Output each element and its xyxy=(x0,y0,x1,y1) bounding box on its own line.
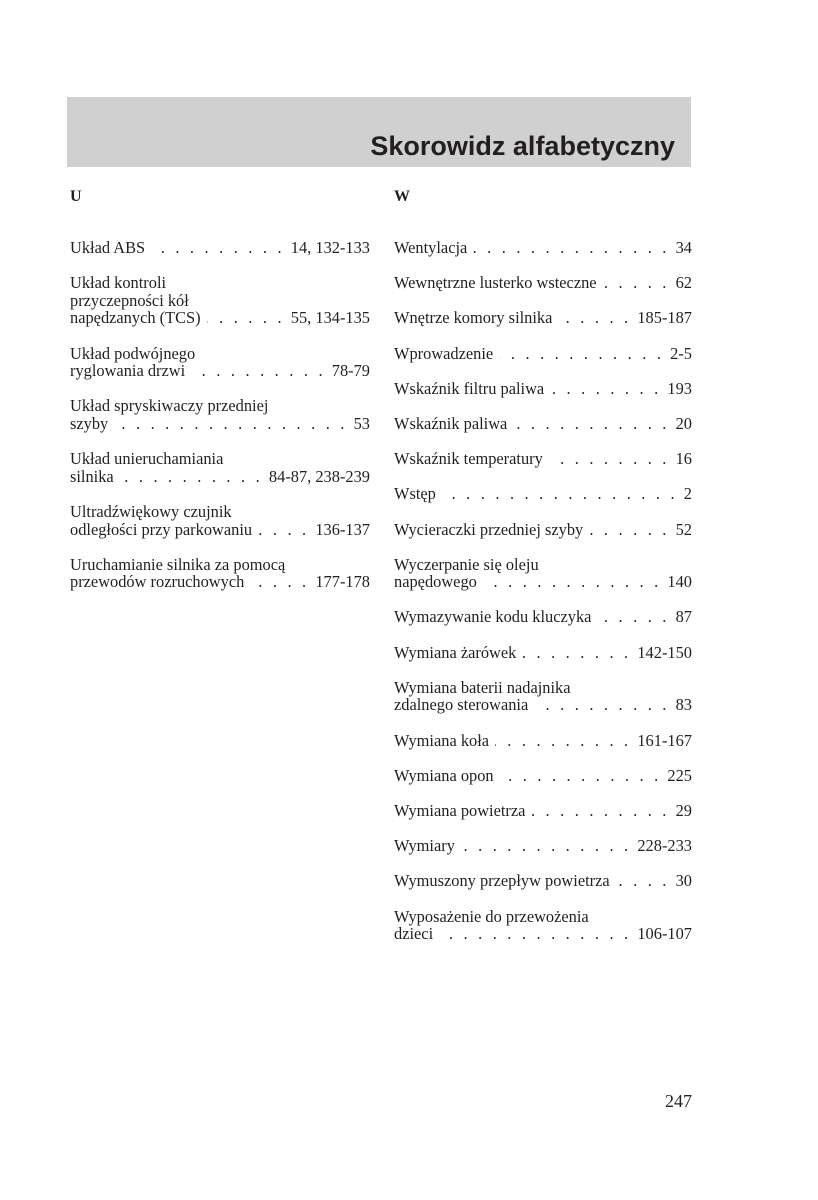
dot-leader xyxy=(120,468,263,486)
index-entry-line xyxy=(394,521,692,539)
index-entry-text: Uruchamianie silnika za pomocą xyxy=(70,554,286,574)
index-entry xyxy=(394,679,692,714)
index-entry xyxy=(394,380,692,398)
index-entry xyxy=(394,608,692,626)
index-entry-pages: 225 xyxy=(667,765,692,785)
index-entry-pages: 55, 134-135 xyxy=(290,308,370,328)
dot-leader xyxy=(495,732,631,750)
index-entry-text: napędowego xyxy=(394,572,477,592)
index-entry-pages: 62 xyxy=(675,273,692,293)
index-entry-line xyxy=(394,485,692,503)
index-entry-text: Wymiana opon xyxy=(394,765,494,785)
index-entry-text: Ultradźwiękowy czujnik xyxy=(70,501,232,521)
index-entry xyxy=(394,345,692,363)
section-letter-w: W xyxy=(394,188,410,205)
index-entry-pages: 16 xyxy=(675,449,692,469)
index-entry-pages: 228-233 xyxy=(637,836,692,856)
dot-leader xyxy=(250,573,309,591)
index-entry-pages: 83 xyxy=(675,695,692,715)
index-entry-line xyxy=(394,644,692,662)
index-entry-line xyxy=(70,415,370,433)
index-entry-line xyxy=(394,802,692,820)
index-entry-text: Układ kontroli xyxy=(70,273,167,293)
section-letter-u: U xyxy=(70,188,82,205)
index-entry-pages: 84-87, 238-239 xyxy=(268,466,370,486)
dot-leader xyxy=(531,802,669,820)
index-entry-line xyxy=(394,925,692,943)
dot-leader xyxy=(151,239,285,257)
dot-leader xyxy=(499,345,664,363)
index-entry xyxy=(394,908,692,943)
index-entry-line xyxy=(70,309,370,327)
index-entry-text: silnika xyxy=(70,466,114,486)
index-entry xyxy=(394,415,692,433)
index-entry-text: Wycieraczki przedniej szyby xyxy=(394,519,584,539)
index-entry-text: Wymiana baterii nadajnika xyxy=(394,677,571,697)
index-entry-text: Wymiana koła xyxy=(394,730,490,750)
index-entry xyxy=(394,732,692,750)
section-header-bar xyxy=(67,97,691,167)
index-entry xyxy=(70,239,370,257)
index-entry-text: Wymazywanie kodu kluczyka xyxy=(394,607,592,627)
index-entry xyxy=(70,450,370,485)
dot-leader xyxy=(258,521,309,539)
index-entry xyxy=(394,802,692,820)
index-entry-pages: 2-5 xyxy=(670,343,692,363)
index-entry xyxy=(394,521,692,539)
index-entry-pages: 177-178 xyxy=(315,572,370,592)
index-entry-pages: 161-167 xyxy=(637,730,692,750)
dot-leader xyxy=(513,415,669,433)
dot-leader xyxy=(522,644,631,662)
index-entry-pages: 78-79 xyxy=(331,361,370,381)
dot-leader xyxy=(114,415,347,433)
index-entry xyxy=(394,837,692,855)
index-entry xyxy=(70,345,370,380)
index-entry-line xyxy=(70,521,370,539)
index-entry-text: szyby xyxy=(70,413,109,433)
dot-leader xyxy=(550,380,661,398)
index-entry-line xyxy=(394,309,692,327)
index-entry-text: Wskaźnik filtru paliwa xyxy=(394,378,545,398)
dot-leader xyxy=(483,573,662,591)
index-entry-pages: 14, 132-133 xyxy=(290,238,370,257)
index-entry xyxy=(394,274,692,292)
index-entry xyxy=(394,872,692,890)
dot-leader xyxy=(589,521,669,539)
index-entry xyxy=(394,239,692,257)
dot-leader xyxy=(473,239,669,257)
index-entry-line xyxy=(394,380,692,398)
index-entry-line xyxy=(70,468,370,486)
index-entry-line xyxy=(70,573,370,591)
index-entry-line xyxy=(394,696,692,714)
dot-leader xyxy=(207,309,285,327)
index-entry-line xyxy=(394,872,692,890)
index-entry xyxy=(70,503,370,538)
dot-leader xyxy=(558,309,631,327)
index-entry xyxy=(394,556,692,591)
index-entry xyxy=(70,556,370,591)
dot-leader xyxy=(191,362,326,380)
index-entry-text: zdalnego sterowania xyxy=(394,695,529,715)
index-entry xyxy=(394,767,692,785)
index-entry-text: Wnętrze komory silnika xyxy=(394,308,553,328)
index-entry-pages: 87 xyxy=(675,607,692,627)
index-entry-pages: 106-107 xyxy=(637,924,692,944)
index-entry-line xyxy=(394,573,692,591)
dot-leader xyxy=(439,925,631,943)
index-entry-text: Układ podwójnego xyxy=(70,343,196,363)
index-entry-pages: 2 xyxy=(683,484,692,504)
index-entry-pages: 34 xyxy=(675,238,692,257)
index-entry-line xyxy=(394,345,692,363)
index-entry-text: Wymiana powietrza xyxy=(394,801,526,820)
dot-leader xyxy=(597,608,669,626)
index-entry xyxy=(70,274,370,327)
index-entry-line xyxy=(394,450,692,468)
index-entry-pages: 53 xyxy=(353,413,370,433)
index-entry-text: napędzanych (TCS) xyxy=(70,308,201,328)
index-entry-text: Wymiana żarówek xyxy=(394,642,517,662)
index-entry-pages: 29 xyxy=(675,801,692,820)
index-entry-text: Wymiary xyxy=(394,836,455,856)
index-entry-pages: 185-187 xyxy=(637,308,692,328)
index-entry-text: odległości przy parkowaniu xyxy=(70,519,253,539)
dot-leader xyxy=(534,696,669,714)
index-entry-list xyxy=(394,239,692,943)
index-entry xyxy=(394,485,692,503)
index-entry-pages: 142-150 xyxy=(637,642,692,662)
dot-leader xyxy=(500,767,662,785)
index-entry-text: Wyczerpanie się oleju xyxy=(394,554,539,574)
index-entry xyxy=(394,644,692,662)
dot-leader xyxy=(442,485,678,503)
index-entry-pages: 20 xyxy=(675,413,692,433)
index-entry-pages: 140 xyxy=(667,572,692,592)
index-column-right xyxy=(394,187,692,960)
index-entry-text: Wskaźnik paliwa xyxy=(394,413,508,433)
index-entry-text: Wskaźnik temperatury xyxy=(394,449,543,469)
index-entry-text: Wymuszony przepływ powietrza xyxy=(394,871,610,891)
index-entry xyxy=(70,397,370,432)
dot-leader xyxy=(616,872,670,890)
index-entry-text: Układ ABS xyxy=(70,238,146,257)
index-entry xyxy=(394,309,692,327)
index-entry-text: Układ spryskiwaczy przedniej xyxy=(70,396,269,416)
index-entry-pages: 30 xyxy=(675,871,692,891)
index-entry-text: Układ unieruchamiania xyxy=(70,449,224,469)
index-entry-line xyxy=(394,767,692,785)
dot-leader xyxy=(549,450,670,468)
index-entry-line xyxy=(70,239,370,257)
index-entry-list xyxy=(70,239,370,591)
index-entry-pages: 136-137 xyxy=(315,519,370,539)
index-entry-text: dzieci xyxy=(394,924,434,944)
page-number: 247 xyxy=(665,1091,692,1111)
index-entry-text: ryglowania drzwi xyxy=(70,361,186,381)
index-entry-pages: 193 xyxy=(667,378,692,398)
index-entry-pages: 52 xyxy=(675,519,692,539)
index-entry-line xyxy=(394,608,692,626)
index-entry-line xyxy=(394,732,692,750)
index-entry-line xyxy=(70,362,370,380)
dot-leader xyxy=(461,837,631,855)
index-entry-line xyxy=(394,274,692,292)
page-title: Skorowidz alfabetyczny xyxy=(370,131,675,161)
index-entry-text: Wentylacja xyxy=(394,238,468,257)
index-entry-text: przewodów rozruchowych xyxy=(70,572,245,592)
index-entry-text: Wprowadzenie xyxy=(394,343,494,363)
dot-leader xyxy=(603,274,670,292)
index-entry-text: Wstęp xyxy=(394,484,436,504)
index-entry xyxy=(394,450,692,468)
index-entry-text: Wyposażenie do przewożenia xyxy=(394,906,589,926)
index-entry-line xyxy=(394,837,692,855)
index-entry-line xyxy=(394,415,692,433)
index-entry-line xyxy=(394,239,692,257)
index-entry-text: Wewnętrzne lusterko wsteczne xyxy=(394,273,597,293)
index-entry-text: przyczepności kół xyxy=(70,290,189,310)
index-column-left xyxy=(70,187,370,608)
